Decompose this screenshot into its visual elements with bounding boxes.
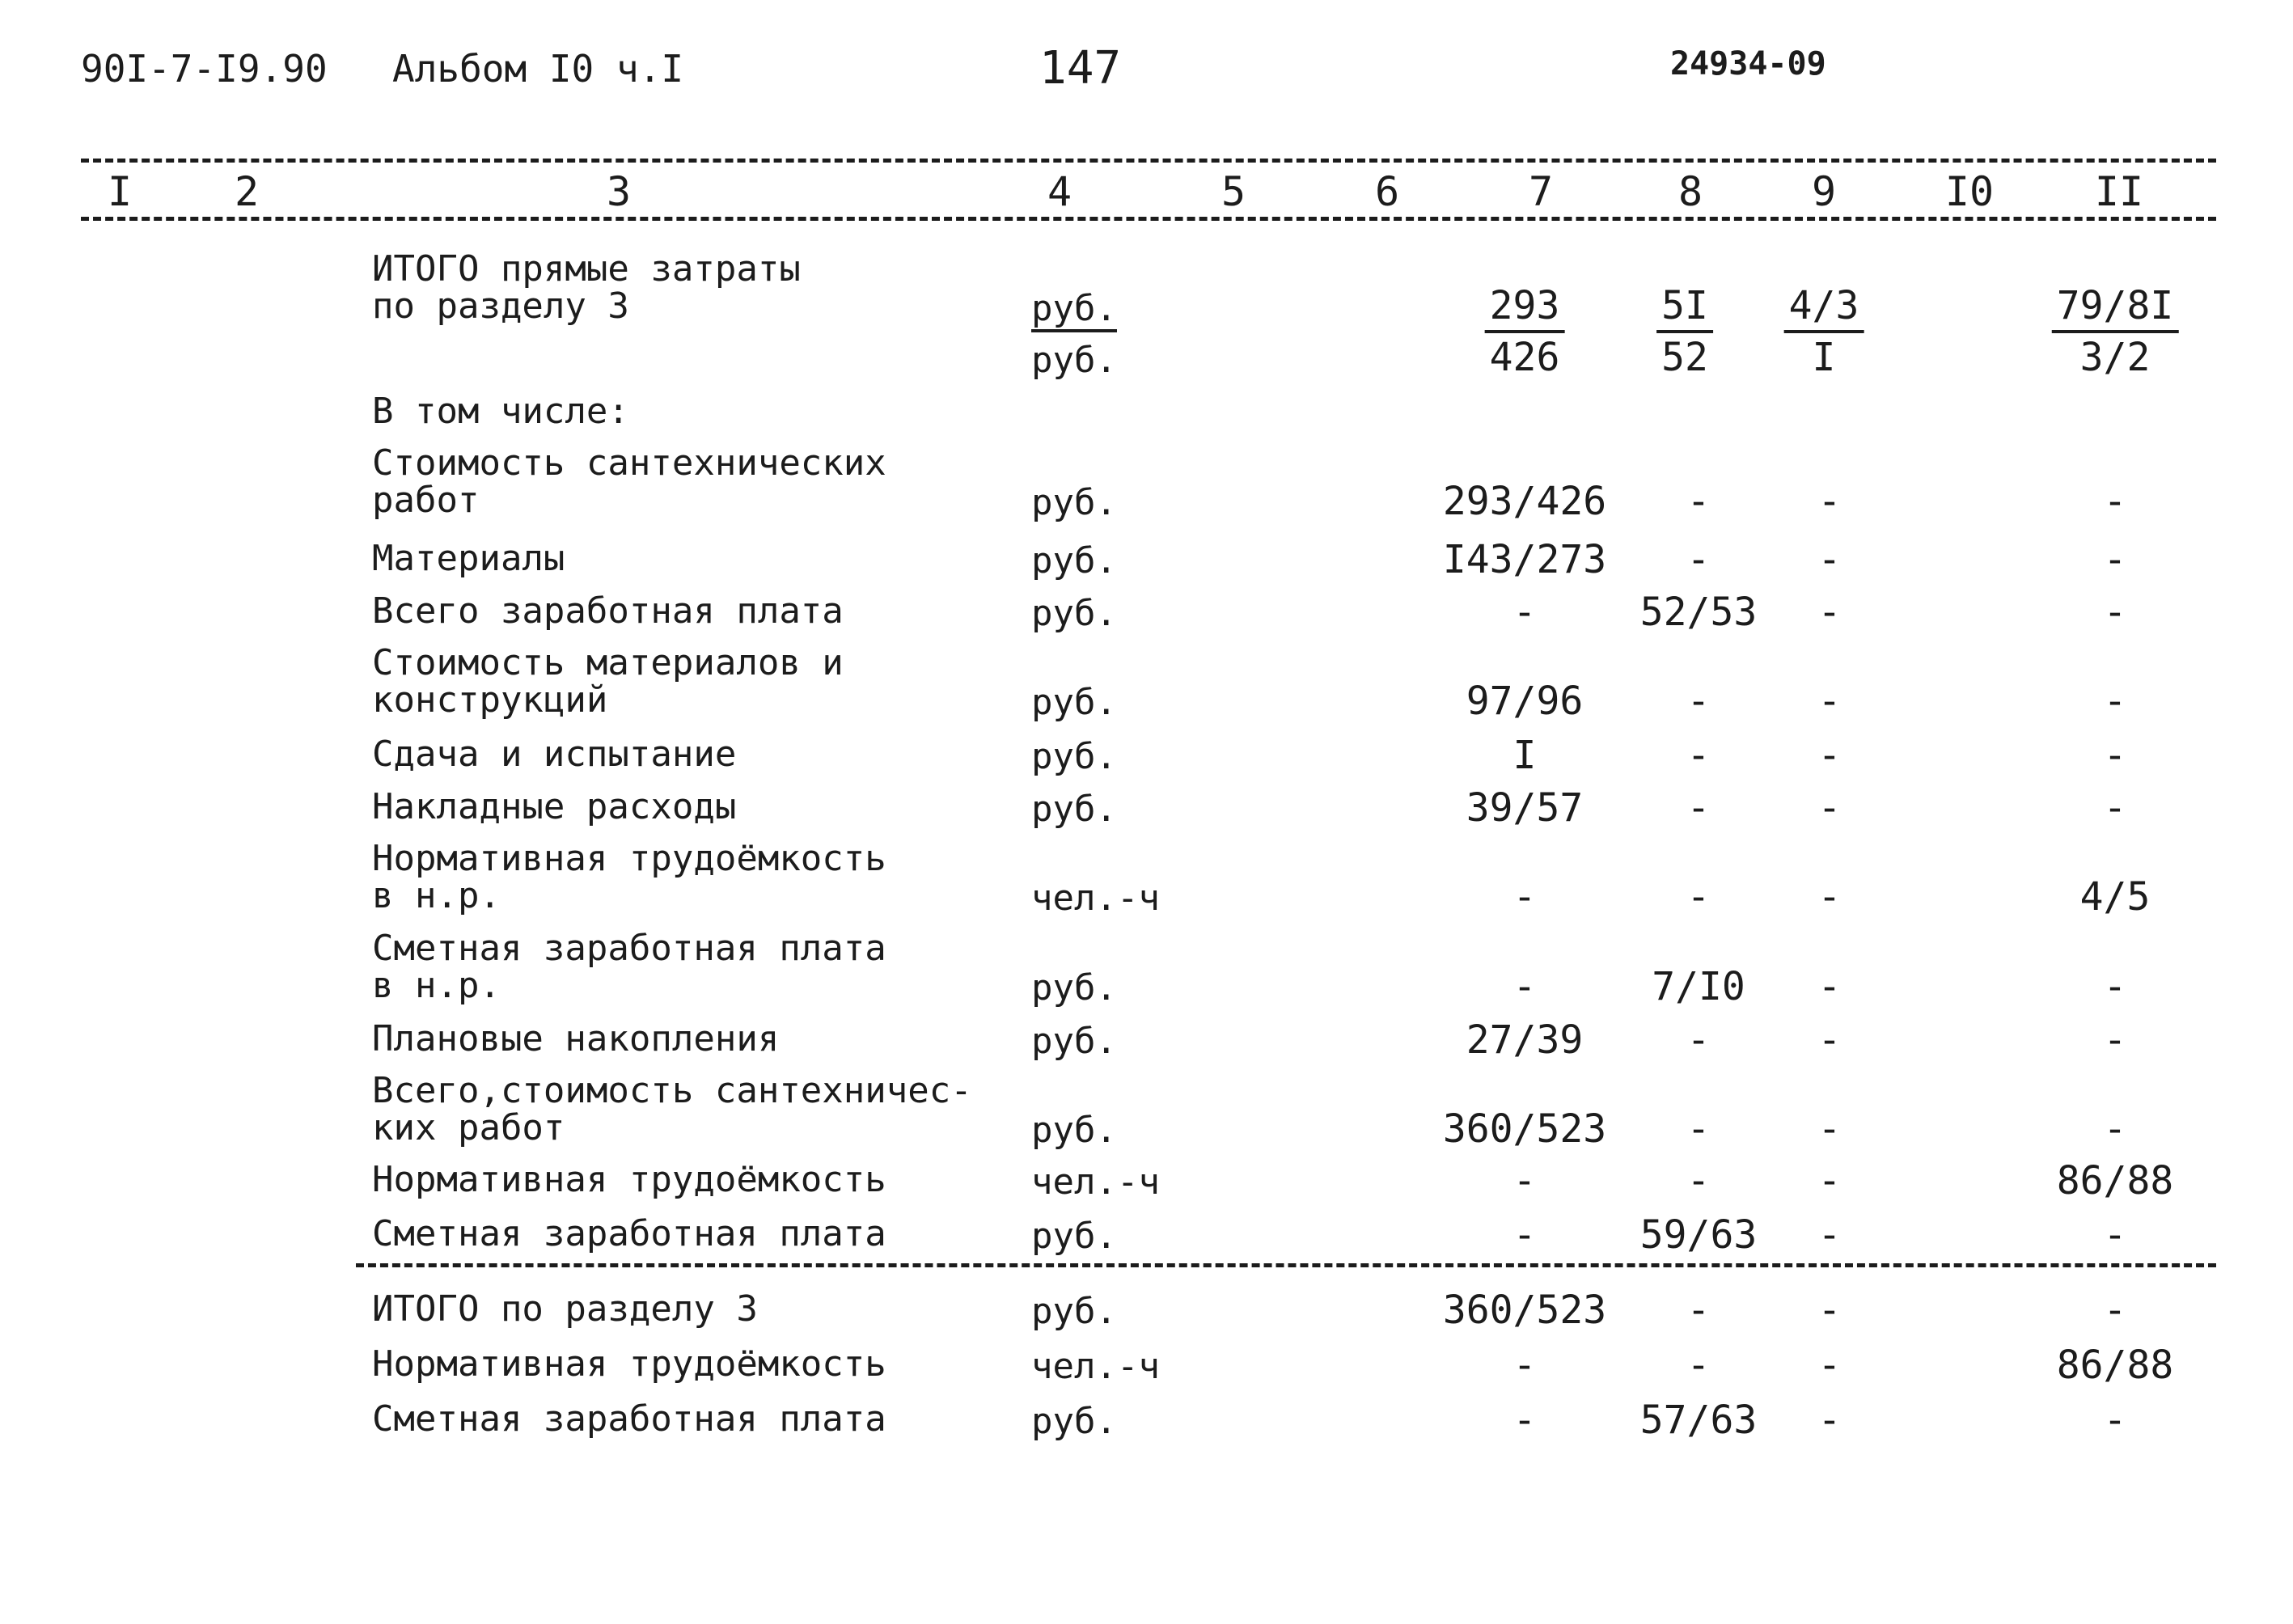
total-value-c7: - [1512,1343,1537,1388]
row-unit: чел.-ч [1031,1161,1160,1203]
row-label: Материалы [372,538,565,579]
column-number-2: 2 [234,168,260,215]
row-value-c7: - [1512,964,1537,1009]
row-label-line1: Стоимость материалов и [372,642,844,683]
row-value-c8: 7/I0 [1652,964,1745,1009]
row-value-c11: - [2103,679,2127,724]
direct-costs-label-line1: ИТОГО прямые затраты [372,248,801,290]
row-value-c8: 59/63 [1639,1212,1758,1258]
row-value-c9: - [1817,1017,1842,1063]
row-value-c7: - [1512,1158,1537,1203]
row-value-c9: - [1817,537,1842,582]
total-unit: руб. [1031,1291,1117,1332]
row-value-c9: - [1817,1212,1842,1258]
total-value-c8: - [1686,1343,1711,1388]
total-value-c9: - [1817,1398,1842,1443]
total-value-c11: 86/88 [2056,1343,2174,1388]
direct-costs-col8-fraction [1656,281,1713,382]
row-value-c9: - [1817,679,1842,724]
row-value-c11: - [2103,479,2127,524]
row-label: Сметная заработная плата [372,1213,886,1254]
total-label: ИТОГО по разделу 3 [372,1288,758,1330]
column-number-1: I [107,168,133,215]
row-value-c8: - [1686,785,1711,831]
divider-top [81,159,2216,163]
row-value-c8: - [1686,537,1711,582]
direct-costs-col11-bottom: 3/2 [2079,335,2151,380]
including-label: В том числе: [372,391,629,432]
row-value-c9: - [1817,733,1842,778]
page-number: 147 [1039,42,1122,95]
row-label-line1: Нормативная трудоёмкость [372,838,886,879]
row-value-c11: - [2103,1106,2127,1152]
inventory-number: 24934-09 [1670,45,1826,82]
row-unit: руб. [1031,967,1117,1009]
row-value-c11: - [2103,1017,2127,1063]
row-label-line2: конструкций [372,679,608,721]
total-value-c7: - [1512,1398,1537,1443]
direct-costs-label-line2: по разделу 3 [372,285,629,327]
album-label: Альбом I0 ч.I [392,47,684,91]
row-label: Плановые накопления [372,1018,780,1059]
column-number-10: I0 [1944,168,1995,215]
total-value-c9: - [1817,1343,1842,1388]
row-value-c7: 27/39 [1466,1017,1584,1063]
direct-costs-col7-top: 293 [1485,281,1565,333]
row-value-c7: 360/523 [1442,1106,1607,1152]
total-value-c7: 360/523 [1442,1288,1607,1333]
row-value-c8: - [1686,1106,1711,1152]
row-value-c8: 52/53 [1639,590,1758,635]
row-unit: чел.-ч [1031,878,1160,919]
row-unit: руб. [1031,482,1117,523]
row-value-c11: 4/5 [2079,874,2151,920]
direct-costs-col11-top: 79/8I [2052,281,2179,333]
total-label: Нормативная трудоёмкость [372,1343,886,1385]
row-unit: руб. [1031,540,1117,582]
total-value-c11: - [2103,1398,2127,1443]
row-unit: руб. [1031,789,1117,830]
row-value-c8: - [1686,679,1711,724]
column-number-6: 6 [1374,168,1400,215]
row-label: Накладные расходы [372,786,737,827]
total-label: Сметная заработная плата [372,1398,886,1440]
row-value-c8: - [1686,733,1711,778]
row-unit: руб. [1031,682,1117,723]
row-value-c11: - [2103,964,2127,1009]
row-value-c9: - [1817,874,1842,920]
row-value-c7: - [1512,1212,1537,1258]
row-value-c8: - [1686,1017,1711,1063]
row-label-line2: в н.р. [372,875,501,916]
total-value-c11: - [2103,1288,2127,1333]
row-unit: руб. [1031,736,1117,777]
column-number-11: II [2094,168,2144,215]
row-unit: руб. [1031,1216,1117,1257]
row-label-line1: Всего,стоимость сантехничес- [372,1070,972,1111]
column-number-3: 3 [606,168,632,215]
row-value-c11: - [2103,1212,2127,1258]
row-unit: руб. [1031,1110,1117,1151]
column-number-4: 4 [1047,168,1072,215]
row-value-c11: - [2103,733,2127,778]
row-value-c8: - [1686,874,1711,920]
row-value-c7: I43/273 [1442,537,1607,582]
row-value-c11: 86/88 [2056,1158,2174,1203]
direct-costs-unit-top: руб. [1031,288,1117,332]
row-value-c9: - [1817,1158,1842,1203]
row-label-line1: Стоимость сантехнических [372,442,886,484]
row-value-c7: - [1512,874,1537,920]
divider-totals [356,1263,2216,1267]
row-label-line2: ких работ [372,1107,565,1148]
row-value-c7: 97/96 [1466,679,1584,724]
row-value-c9: - [1817,964,1842,1009]
column-number-8: 8 [1677,168,1703,215]
row-value-c8: - [1686,1158,1711,1203]
direct-costs-col9-top: 4/3 [1784,281,1864,333]
direct-costs-col8-bottom: 52 [1661,335,1708,380]
direct-costs-col11-fraction [2052,281,2179,382]
row-unit: руб. [1031,593,1117,634]
row-label-line2: в н.р. [372,965,501,1006]
divider-header [81,217,2216,221]
total-unit: чел.-ч [1031,1346,1160,1387]
direct-costs-col7-fraction [1485,281,1565,382]
row-value-c11: - [2103,537,2127,582]
row-value-c8: - [1686,479,1711,524]
direct-costs-col9-bottom: I [1812,335,1836,380]
row-label: Сдача и испытание [372,734,737,775]
row-value-c7: 39/57 [1466,785,1584,831]
row-label: Нормативная трудоёмкость [372,1159,886,1200]
row-unit: руб. [1031,1021,1117,1062]
direct-costs-col7-bottom: 426 [1489,335,1560,380]
row-label-line2: работ [372,480,480,521]
row-value-c7: I [1512,733,1537,778]
document-code: 90I-7-I9.90 [81,47,328,91]
row-value-c11: - [2103,785,2127,831]
direct-costs-col8-top: 5I [1656,281,1713,333]
row-value-c11: - [2103,590,2127,635]
total-value-c8: - [1686,1288,1711,1333]
column-number-9: 9 [1811,168,1837,215]
row-value-c7: 293/426 [1442,479,1607,524]
total-value-c8: 57/63 [1639,1398,1758,1443]
row-label: Всего заработная плата [372,590,844,632]
row-label-line1: Сметная заработная плата [372,928,886,969]
row-value-c9: - [1817,785,1842,831]
row-value-c9: - [1817,590,1842,635]
total-value-c9: - [1817,1288,1842,1333]
total-unit: руб. [1031,1401,1117,1442]
column-number-5: 5 [1221,168,1246,215]
row-value-c9: - [1817,479,1842,524]
column-number-7: 7 [1528,168,1554,215]
row-value-c9: - [1817,1106,1842,1152]
direct-costs-col9-fraction [1784,281,1864,382]
row-value-c7: - [1512,590,1537,635]
direct-costs-unit-bottom: руб. [1031,340,1117,381]
